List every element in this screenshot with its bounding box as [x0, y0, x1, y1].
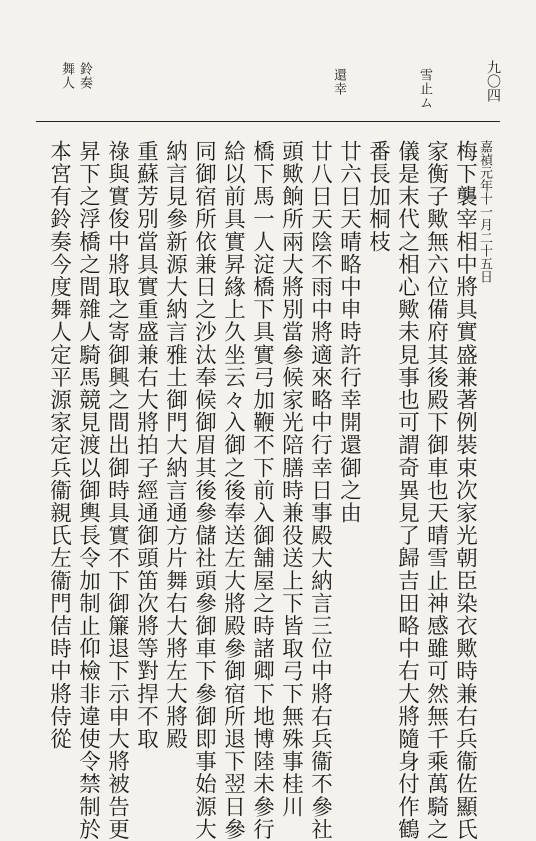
- date-heading: 嘉禎元年十一月二十五日: [477, 140, 492, 283]
- text-column: 頭歟餉所兩大將別當參候家光陪膳時兼役送上下皆取弓下無殊事桂川: [278, 140, 304, 818]
- text-column: 同御宿所依兼日之沙汰奉候御眉其後參儲社頭參御車下參御即事始源大: [191, 140, 217, 841]
- text-column: 昇下之浮橋之間雜人騎馬競見渡以御輿長令加制止仰檢非違使令禁制於: [75, 140, 101, 841]
- header-note-return: 還幸: [331, 68, 346, 96]
- header-note-dancers: 舞人: [59, 62, 74, 90]
- text-column: 廿八日天陰不雨中將適來略中行幸日事殿大納言三位中將右兵衞不參社: [307, 140, 333, 841]
- text-column: 本宮有鈴奏今度舞人定平源家定兵衞親氏左衞門佶時中將侍從: [46, 140, 72, 751]
- text-column: 重蘇芳別當具實重盛兼右大將拍子經通御頭笛次將等對捍不取: [133, 140, 159, 751]
- text-column: 祿與實俊中將取之寄御興之間出御時具實不下御簾退下示申大將被告更: [104, 140, 130, 841]
- text-column: 番長加桐枝: [365, 140, 391, 253]
- text-column: 家衡子歟無六位備府其後殿下御車也天晴雪止神感雖可然無千乘萬騎之: [423, 140, 449, 841]
- text-column: 給以前具實昇緣上久坐云々入御之後奉送左大將殿參御宿所退下翌日參: [220, 140, 246, 841]
- page-number: 九〇四: [485, 60, 501, 102]
- text-column: 儀是末代之相心歟未見事也可謂奇異見了歸吉田略中右大將隨身付作鶴: [394, 140, 420, 841]
- header-note-bell: 鈴奏: [77, 62, 92, 90]
- header-rule: [36, 121, 500, 122]
- text-column: 橋下馬一人淀橋下具實弓加鞭不下前入御舗屋之時諸卿下地博陸未參行: [249, 140, 275, 841]
- text-column: 梅下襲宰相中將具實盛兼著例裝束次家光朝臣染衣歟時兼右兵衞佐顯氏: [452, 140, 478, 841]
- text-column: 廿六日天晴略中申時許行幸開還御之由: [336, 140, 362, 525]
- header-note-snow: 雪止ム: [417, 68, 432, 110]
- text-column: 納言見參新源大納言雅土御門大納言通方片舞右大將左大將殿: [162, 140, 188, 751]
